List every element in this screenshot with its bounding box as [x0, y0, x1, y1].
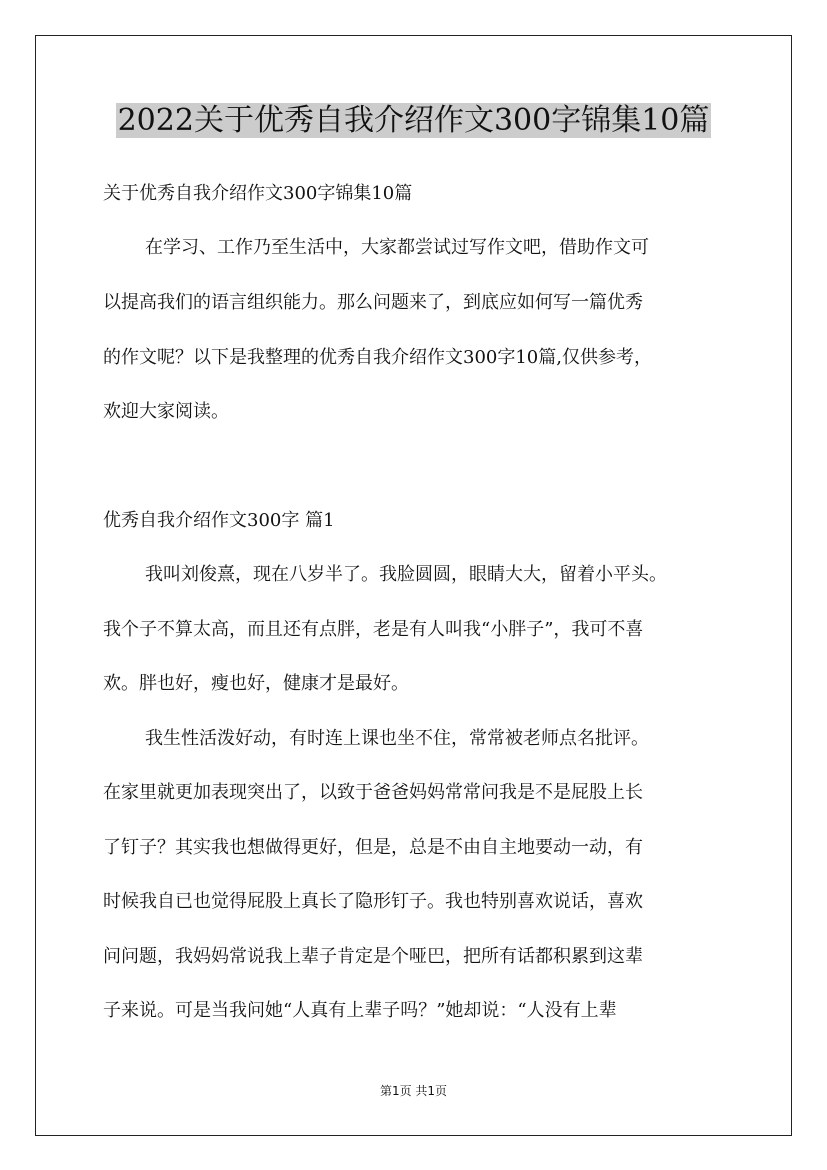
document-title: [0, 99, 827, 143]
para2-line-1: 我生性活泼好动，有时连上课也坐不住，常常被老师点名批评。: [145, 728, 649, 749]
document-title-text: 2022关于优秀自我介绍作文300字锦集10篇: [117, 103, 710, 138]
intro-line-2: 以提高我们的语言组织能力。那么问题来了，到底应如何写一篇优秀: [103, 292, 643, 313]
page-footer: 第1页 共1页: [379, 1084, 448, 1098]
intro-line-3: 的作文呢？以下是我整理的优秀自我介绍作文300字10篇,仅供参考，: [103, 347, 652, 368]
para1-line-2: 我个子不算太高，而且还有点胖，老是有人叫我“小胖子”，我可不喜: [103, 619, 644, 640]
para2-line-2: 在家里就更加表现突出了，以致于爸爸妈妈常常问我是不是屁股上长: [103, 782, 643, 803]
para2-line-5: 问问题，我妈妈常说我上辈子肯定是个哑巴，把所有话都积累到这辈: [103, 946, 643, 967]
para1-line-1: 我叫刘俊熹，现在八岁半了。我脸圆圆，眼睛大大，留着小平头。: [145, 564, 667, 585]
section-heading: 优秀自我介绍作文300字 篇1: [103, 510, 335, 531]
intro-line-1: 在学习、工作乃至生活中，大家都尝试过写作文吧，借助作文可: [145, 237, 649, 258]
para1-line-3: 欢。胖也好，瘦也好，健康才是最好。: [103, 673, 409, 694]
para2-line-4: 时候我自已也觉得屁股上真长了隐形钉子。我也特别喜欢说话，喜欢: [103, 891, 643, 912]
subtitle: 关于优秀自我介绍作文300字锦集10篇: [103, 183, 413, 204]
para2-line-6: 子来说。可是当我问她“人真有上辈子吗？”她却说：“人没有上辈: [103, 1000, 617, 1021]
para2-line-3: 了钉子？其实我也想做得更好，但是，总是不由自主地要动一动，有: [103, 837, 643, 858]
intro-line-4: 欢迎大家阅读。: [103, 401, 229, 422]
